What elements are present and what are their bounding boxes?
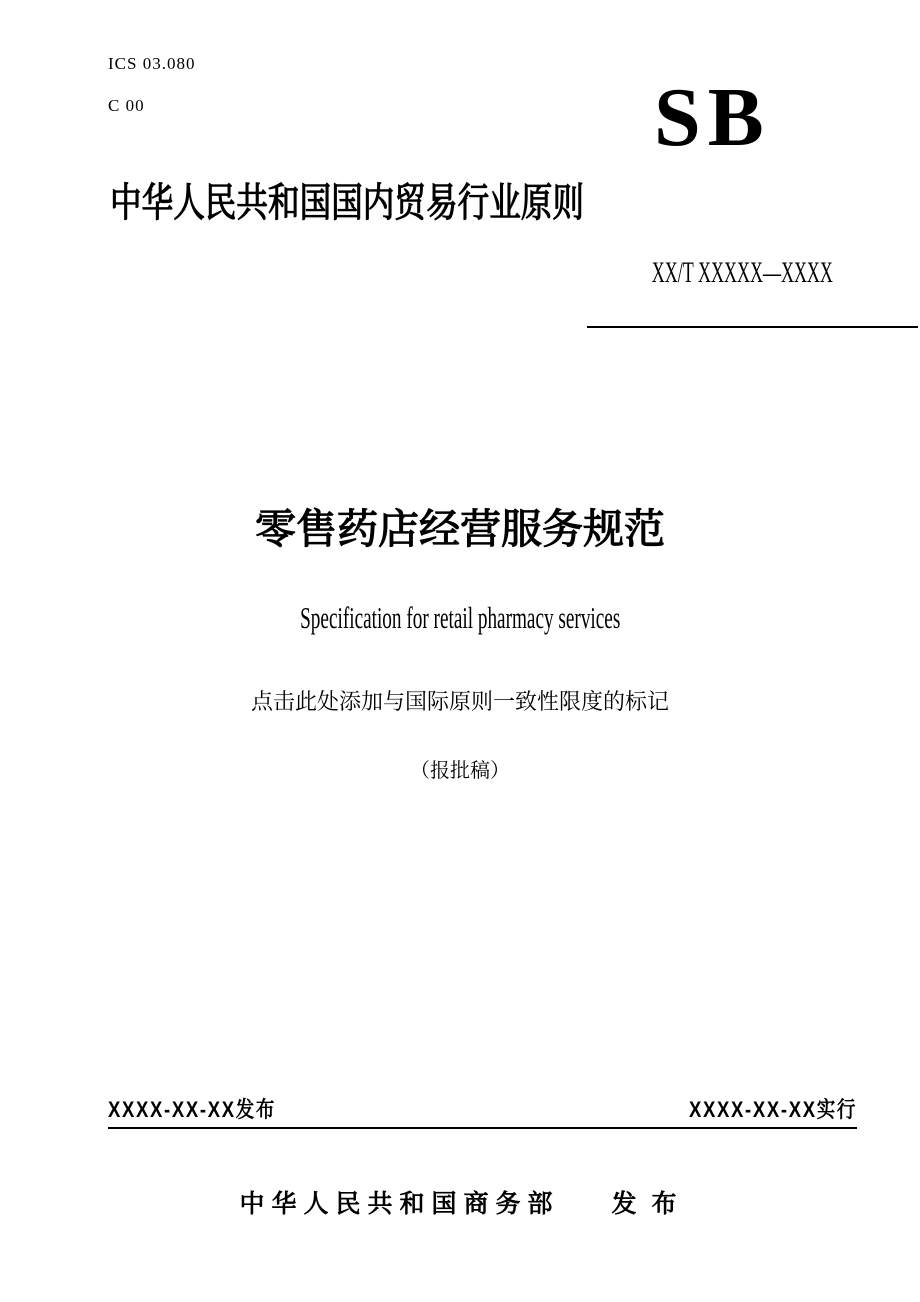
publisher-name: 中华人民共和国商务部 [239, 1190, 560, 1218]
issue-date: XXXX-XX-XX发布 [108, 1097, 277, 1122]
ics-code: ICS 03.080 [108, 54, 196, 73]
international-consistency-note: 点击此处添加与国际原则一致性限度的标记 [250, 689, 669, 714]
document-title-english: Specification for retail pharmacy services [299, 600, 621, 635]
header-divider-line [587, 326, 918, 328]
document-title-english-wrap [0, 602, 920, 633]
classification-code: C 00 [108, 96, 145, 115]
publish-label: 发 布 [611, 1190, 681, 1218]
document-title-chinese: 零售药店经营服务规范 [255, 506, 665, 552]
implementation-date: XXXX-XX-XX实行 [688, 1097, 857, 1122]
draft-status-note: （报批稿） [410, 760, 510, 782]
national-trade-standard-heading: 中华人民共和国国内贸易行业原则 [110, 181, 584, 225]
sb-standard-logo: SB [654, 71, 771, 164]
standard-number: XX/T XXXXX—XXXX [651, 256, 833, 289]
footer-divider-line [108, 1127, 857, 1129]
publisher-row [0, 1192, 920, 1217]
